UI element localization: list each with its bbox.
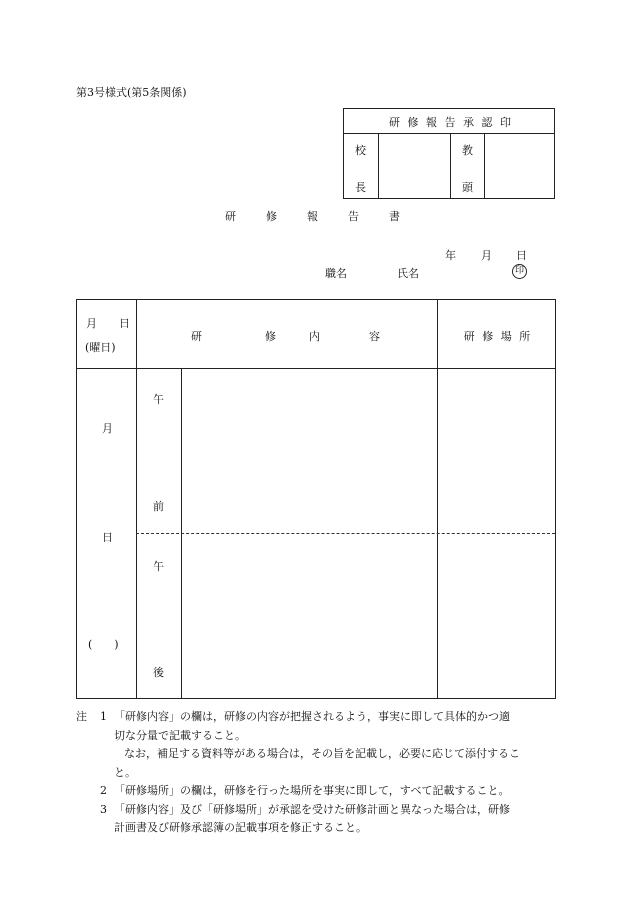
pm-content-cell[interactable]	[182, 534, 436, 698]
note-number: 2	[100, 784, 107, 797]
header-content-char: 容	[369, 330, 380, 343]
principal-stamp-cell[interactable]	[379, 134, 449, 198]
note-text: と。	[114, 765, 136, 779]
notes-section	[76, 708, 556, 838]
notes-label: 注	[76, 710, 87, 723]
header-day-label: 日	[119, 317, 130, 330]
body-weekday-paren: ( )	[88, 638, 119, 651]
principal-label-bottom: 長	[355, 181, 366, 194]
vice-principal-stamp-cell[interactable]	[485, 134, 554, 198]
title-char: 修	[266, 210, 277, 223]
name-label: 氏名	[397, 267, 419, 280]
date-year-label: 年	[445, 249, 456, 262]
header-content-char: 修	[265, 330, 276, 343]
vice-principal-label-bottom: 頭	[462, 181, 473, 194]
title-char: 書	[389, 210, 400, 223]
period-pm-top: 午	[153, 560, 164, 573]
header-place-label: 研 修 場 所	[463, 330, 531, 343]
note-text: 「研修内容」及び「研修場所」が承認を受けた研修計画と異なった場合は，研修	[114, 802, 510, 816]
am-content-cell[interactable]	[182, 369, 436, 532]
title-char: 研	[225, 210, 236, 223]
date-month-label: 月	[481, 249, 492, 262]
body-month-label: 月	[102, 422, 113, 435]
principal-label-top: 校	[355, 144, 366, 157]
note-number: 1	[100, 710, 107, 723]
period-am-bottom: 前	[153, 500, 164, 513]
seal-mark: 印	[512, 264, 527, 279]
note-text: 「研修内容」の欄は，研修の内容が把握されるよう，事実に即して具体的かつ適	[114, 710, 510, 723]
period-pm-bottom: 後	[153, 666, 164, 679]
position-label: 職名	[325, 267, 347, 280]
header-content-char: 研	[191, 330, 202, 343]
header-weekday-label: (曜日)	[85, 341, 116, 354]
title-char: 報	[307, 210, 318, 223]
date-day-label: 日	[516, 249, 527, 262]
am-place-cell[interactable]	[438, 369, 555, 532]
note-text: 計画書及び研修承認簿の記載事項を修正すること。	[114, 821, 367, 834]
period-am-top: 午	[153, 393, 164, 406]
body-day-label: 日	[102, 531, 113, 544]
header-content-char: 内	[309, 330, 320, 343]
form-number: 第3号様式(第5条関係)	[76, 86, 187, 99]
header-month-label: 月	[86, 317, 97, 330]
note-text: 切な分量で記載すること。	[114, 728, 246, 742]
report-table	[76, 299, 556, 699]
note-number: 3	[100, 802, 107, 816]
vice-principal-label-top: 教	[462, 144, 473, 157]
note-text: 「研修場所」の欄は，研修を行った場所を事実に即して，すべて記載すること。	[114, 784, 510, 797]
approval-stamp-box	[343, 108, 555, 199]
note-text: なお，補足する資料等がある場合は，その旨を記載し，必要に応じて添付するこ	[124, 747, 520, 760]
approval-title: 研 修 報 告 承 認 印	[389, 116, 511, 129]
pm-place-cell[interactable]	[438, 534, 555, 698]
title-char: 告	[348, 210, 359, 223]
